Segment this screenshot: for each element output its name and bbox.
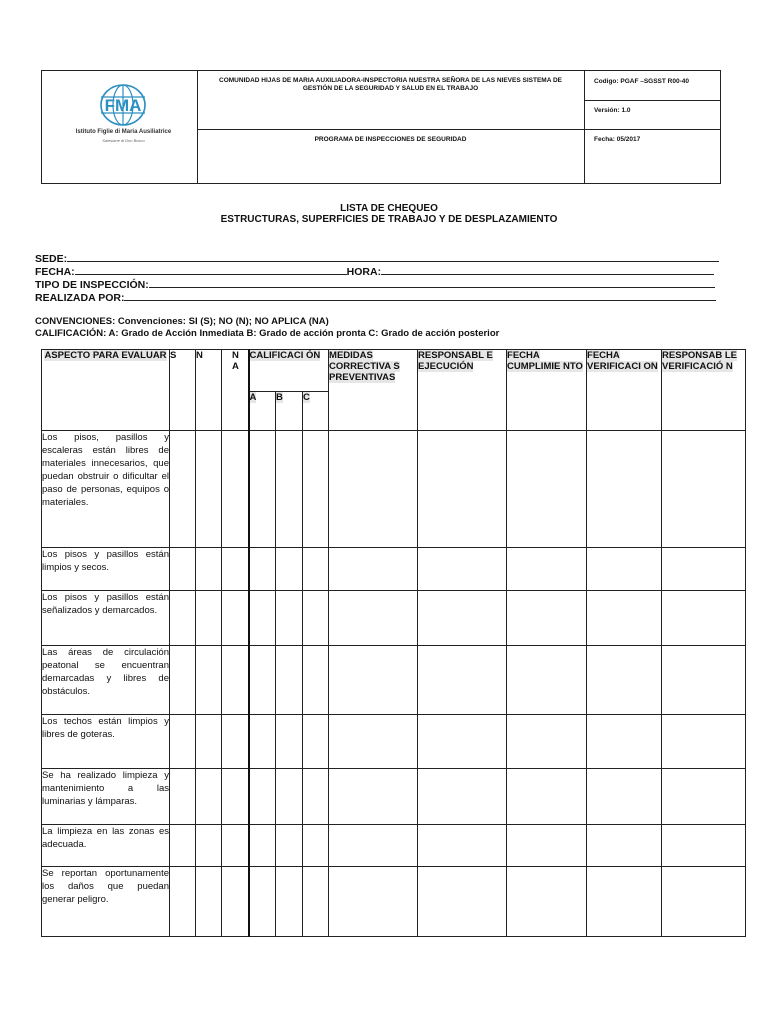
fecha-line[interactable]	[75, 265, 347, 275]
s-cell[interactable]	[170, 769, 196, 825]
aspect-cell: Las áreas de circulación peatonal se encuentran demarcadas y libres de obstáculos.	[42, 646, 170, 715]
hora-line[interactable]	[381, 265, 714, 275]
resp-ejecucion-cell[interactable]	[418, 867, 507, 937]
b-cell[interactable]	[276, 769, 303, 825]
table-row	[42, 548, 746, 591]
fecha-cumplimiento-cell[interactable]	[507, 825, 587, 867]
b-cell[interactable]	[276, 646, 303, 715]
resp-verificacion-cell[interactable]	[662, 715, 746, 769]
medidas-cell[interactable]	[329, 431, 418, 548]
resp-ejecucion-cell[interactable]	[418, 646, 507, 715]
calificacion-line: CALIFICACIÓN: A: Grado de Acción Inmediata B: Grado de acción pronta C: Grado de acción posterior	[35, 328, 500, 339]
realizada-field[interactable]	[35, 291, 716, 303]
aspect-cell: Los pisos y pasillos están limpios y secos.	[42, 548, 170, 591]
sede-label: SEDE:	[35, 253, 68, 265]
header-na: N A	[222, 350, 249, 431]
s-cell[interactable]	[170, 825, 196, 867]
a-cell[interactable]	[249, 591, 276, 646]
version-cell	[584, 100, 720, 130]
n-cell[interactable]	[196, 431, 222, 548]
na-cell[interactable]	[222, 548, 249, 591]
aspect-cell: Se reportan oportunamente los daños que puedan generar peligro.	[42, 867, 170, 937]
realizada-line[interactable]	[124, 291, 716, 301]
a-cell[interactable]	[249, 431, 276, 548]
svg-text:FMA: FMA	[104, 96, 142, 115]
organization-name: COMUNIDAD HIJAS DE MARIA AUXILIADORA-INSPECTORIA NUESTRA SEÑORA DE LAS NIEVES SISTEMA DE GESTIÓN DE LA SEGURIDAD Y SALUD EN EL TRABAJO	[219, 77, 562, 92]
n-cell[interactable]	[196, 591, 222, 646]
a-cell[interactable]	[249, 548, 276, 591]
checklist-title: LISTA DE CHEQUEO	[340, 203, 438, 214]
na-cell[interactable]	[222, 867, 249, 937]
fecha-cumplimiento-cell[interactable]	[507, 431, 587, 548]
resp-verificacion-cell[interactable]	[662, 825, 746, 867]
table-body	[42, 431, 746, 937]
resp-verificacion-cell[interactable]	[662, 646, 746, 715]
a-cell[interactable]	[249, 825, 276, 867]
resp-verificacion-cell[interactable]	[662, 769, 746, 825]
fecha-hora-field[interactable]	[35, 265, 714, 277]
fecha-verificacion-cell[interactable]	[587, 431, 662, 548]
program-name: PROGRAMA DE INSPECCIONES DE SEGURIDAD	[314, 136, 467, 143]
fecha-verificacion-cell[interactable]	[587, 646, 662, 715]
checklist-table	[41, 349, 746, 937]
aspect-cell: Se ha realizado limpieza y mantenimiento a las luminarias y lámparas.	[42, 769, 170, 825]
globe-logo-icon	[98, 83, 148, 127]
header-a: A	[249, 392, 276, 431]
table-row	[42, 715, 746, 769]
fecha-cumplimiento-cell[interactable]	[507, 548, 587, 591]
a-cell[interactable]	[249, 646, 276, 715]
na-cell[interactable]	[222, 769, 249, 825]
na-cell[interactable]	[222, 431, 249, 548]
s-cell[interactable]	[170, 591, 196, 646]
b-cell[interactable]	[276, 715, 303, 769]
header-fecha-verificacion: FECHA VERIFICACI ON	[587, 350, 662, 431]
b-cell[interactable]	[276, 548, 303, 591]
n-cell[interactable]	[196, 715, 222, 769]
fecha-cumplimiento-cell[interactable]	[507, 646, 587, 715]
document-header	[41, 70, 721, 184]
document-version: Versión: 1.0	[594, 107, 631, 114]
fecha-cumplimiento-cell[interactable]	[507, 715, 587, 769]
n-cell[interactable]	[196, 548, 222, 591]
c-cell[interactable]	[303, 591, 329, 646]
resp-ejecucion-cell[interactable]	[418, 769, 507, 825]
medidas-cell[interactable]	[329, 548, 418, 591]
resp-verificacion-cell[interactable]	[662, 548, 746, 591]
code-cell	[584, 71, 720, 101]
na-cell[interactable]	[222, 591, 249, 646]
table-row	[42, 431, 746, 548]
table-row	[42, 591, 746, 646]
header-resp-verificacion: RESPONSAB LE VERIFICACIÓ N	[662, 350, 746, 431]
c-cell[interactable]	[303, 867, 329, 937]
medidas-cell[interactable]	[329, 591, 418, 646]
b-cell[interactable]	[276, 591, 303, 646]
table-row	[42, 825, 746, 867]
b-cell[interactable]	[276, 431, 303, 548]
realizada-label: REALIZADA POR:	[35, 292, 125, 304]
n-cell[interactable]	[196, 769, 222, 825]
aspect-cell: Los pisos y pasillos están señalizados y demarcados.	[42, 591, 170, 646]
document-code: Codigo: PGAF –SGSST R00-40	[594, 78, 689, 85]
s-cell[interactable]	[170, 715, 196, 769]
header-calificacion: CALIFICACI ÓN	[249, 350, 329, 392]
resp-ejecucion-cell[interactable]	[418, 825, 507, 867]
header-c: C	[303, 392, 329, 431]
program-cell	[197, 129, 585, 183]
c-cell[interactable]	[303, 715, 329, 769]
c-cell[interactable]	[303, 548, 329, 591]
medidas-cell[interactable]	[329, 825, 418, 867]
resp-ejecucion-cell[interactable]	[418, 431, 507, 548]
header-resp-ejecucion: RESPONSABL E EJECUCIÓN	[418, 350, 507, 431]
fecha-verificacion-cell[interactable]	[587, 825, 662, 867]
b-cell[interactable]	[276, 825, 303, 867]
s-cell[interactable]	[170, 431, 196, 548]
c-cell[interactable]	[303, 825, 329, 867]
logo-cell	[42, 71, 198, 183]
hora-label: HORA:	[346, 266, 382, 278]
fecha-verificacion-cell[interactable]	[587, 715, 662, 769]
header-fecha-cumplimiento: FECHA CUMPLIMIE NTO	[507, 350, 587, 431]
logo	[66, 83, 181, 155]
n-cell[interactable]	[196, 646, 222, 715]
fecha-verificacion-cell[interactable]	[587, 591, 662, 646]
a-cell[interactable]	[249, 867, 276, 937]
fecha-verificacion-cell[interactable]	[587, 769, 662, 825]
header-b: B	[276, 392, 303, 431]
resp-ejecucion-cell[interactable]	[418, 548, 507, 591]
fecha-cumplimiento-cell[interactable]	[507, 769, 587, 825]
checklist-subtitle: ESTRUCTURAS, SUPERFICIES DE TRABAJO Y DE DESPLAZAMIENTO	[220, 214, 558, 225]
b-cell[interactable]	[276, 867, 303, 937]
tipo-line[interactable]	[149, 278, 715, 288]
medidas-cell[interactable]	[329, 769, 418, 825]
conventions-line: CONVENCIONES: Convenciones: SI (S); NO (N); NO APLICA (NA)	[35, 316, 329, 327]
n-cell[interactable]	[196, 825, 222, 867]
s-cell[interactable]	[170, 548, 196, 591]
header-aspecto: ASPECTO PARA EVALUAR	[42, 350, 170, 431]
resp-ejecucion-cell[interactable]	[418, 715, 507, 769]
fecha-label: FECHA:	[35, 266, 75, 278]
date-cell	[584, 129, 720, 183]
fecha-cumplimiento-cell[interactable]	[507, 591, 587, 646]
tipo-label: TIPO DE INSPECCIÓN:	[35, 279, 149, 291]
resp-verificacion-cell[interactable]	[662, 431, 746, 548]
medidas-cell[interactable]	[329, 715, 418, 769]
aspect-cell: Los pisos, pasillos y escaleras están libres de materiales innecesarios, que puedan obstruir o dificultar el paso de personas, equipos o materiales.	[42, 431, 170, 548]
header-medidas: MEDIDAS CORRECTIVA S PREVENTIVAS	[329, 350, 418, 431]
header-n: N	[196, 350, 222, 431]
c-cell[interactable]	[303, 431, 329, 548]
sede-line[interactable]	[67, 252, 719, 262]
table-row	[42, 769, 746, 825]
n-cell[interactable]	[196, 867, 222, 937]
na-cell[interactable]	[222, 715, 249, 769]
aspect-cell: Los techos están limpios y libres de goteras.	[42, 715, 170, 769]
fecha-verificacion-cell[interactable]	[587, 548, 662, 591]
a-cell[interactable]	[249, 715, 276, 769]
organization-cell	[197, 71, 585, 130]
header-s: S	[170, 350, 196, 431]
resp-verificacion-cell[interactable]	[662, 867, 746, 937]
medidas-cell[interactable]	[329, 646, 418, 715]
sede-field[interactable]	[35, 252, 719, 264]
table-header-row	[42, 350, 746, 392]
medidas-cell[interactable]	[329, 867, 418, 937]
fecha-cumplimiento-cell[interactable]	[507, 867, 587, 937]
fecha-verificacion-cell[interactable]	[587, 867, 662, 937]
c-cell[interactable]	[303, 769, 329, 825]
a-cell[interactable]	[249, 769, 276, 825]
c-cell[interactable]	[303, 646, 329, 715]
resp-ejecucion-cell[interactable]	[418, 591, 507, 646]
na-cell[interactable]	[222, 646, 249, 715]
aspect-cell: La limpieza en las zonas es adecuada.	[42, 825, 170, 867]
na-cell[interactable]	[222, 825, 249, 867]
document-date: Fecha: 05/2017	[594, 136, 641, 143]
resp-verificacion-cell[interactable]	[662, 591, 746, 646]
table-row	[42, 867, 746, 937]
s-cell[interactable]	[170, 867, 196, 937]
tipo-field[interactable]	[35, 278, 715, 290]
s-cell[interactable]	[170, 646, 196, 715]
logo-subtitle: Salesiane di Don Bosco	[102, 138, 145, 143]
table-row	[42, 646, 746, 715]
logo-name: Istituto Figlie di Maria Ausiliatrice	[75, 129, 172, 135]
